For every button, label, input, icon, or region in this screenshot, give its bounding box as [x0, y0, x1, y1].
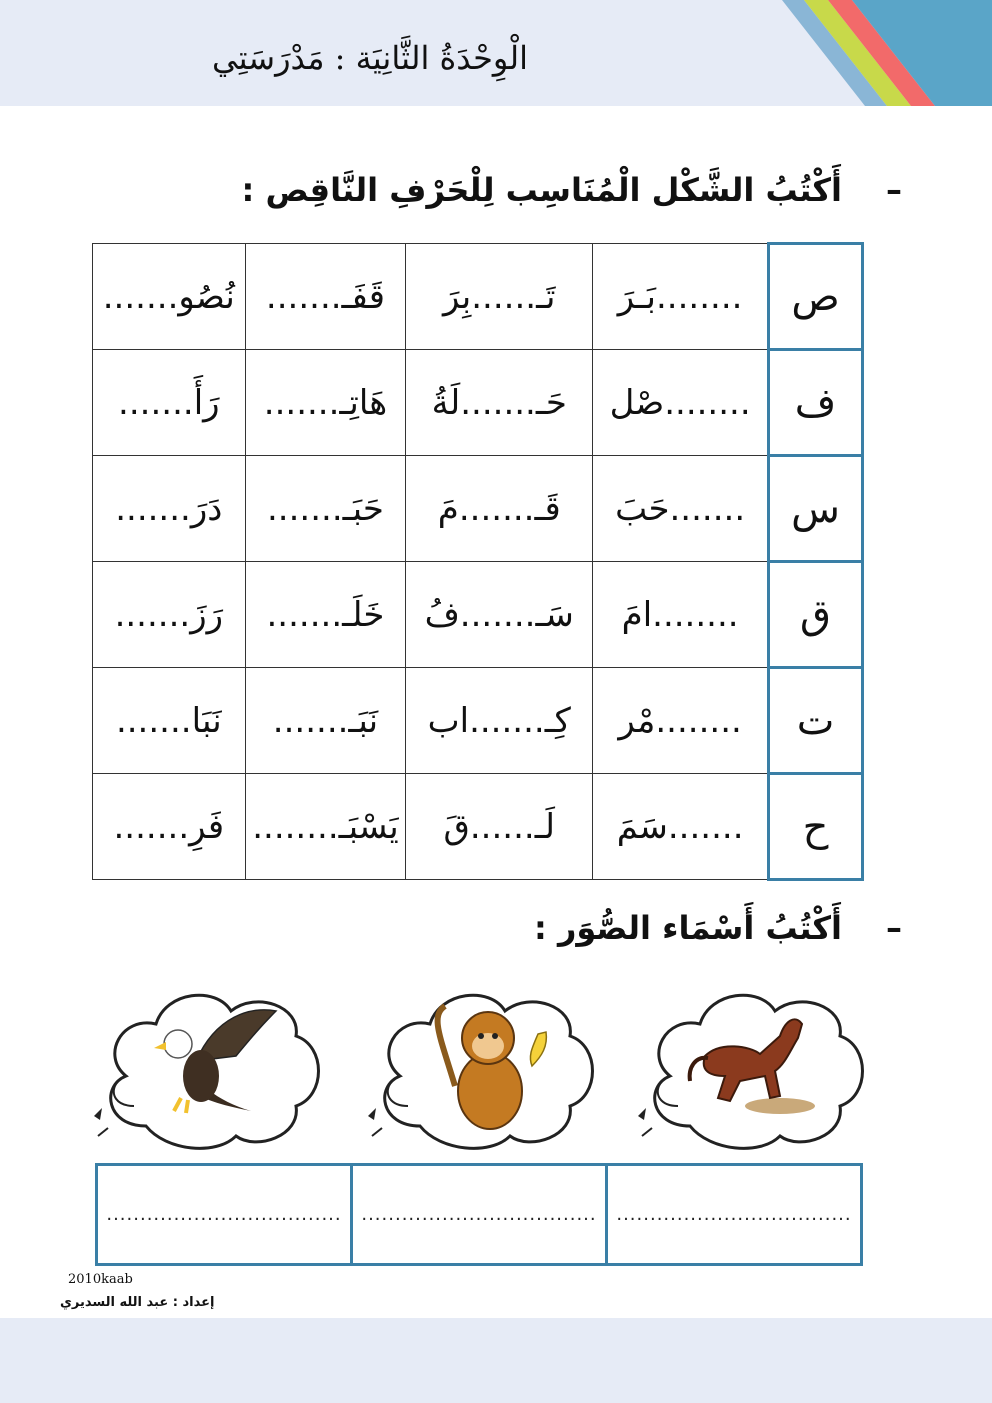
grid-word-cell[interactable]: ........صْل	[593, 350, 769, 456]
grid-word-cell[interactable]: ........مْر	[593, 668, 769, 774]
credit-code: 2010kaab	[68, 1272, 133, 1287]
grid-word-cell[interactable]: رَزَ.......	[93, 562, 246, 668]
answer-table	[95, 1163, 863, 1266]
decorative-stripes	[692, 0, 992, 106]
grid-word-cell[interactable]: .......سَمَ	[593, 774, 769, 880]
grid-word-cell[interactable]: حَبَـ.......	[245, 456, 406, 562]
grid-word-cell[interactable]: لَـ......قَ	[406, 774, 593, 880]
credit-author: إعداد : عبد الله السديري	[60, 1295, 215, 1310]
bullet-dash: –	[886, 909, 902, 947]
grid-word-cell[interactable]: فَرِ.......	[93, 774, 246, 880]
monkey-icon	[360, 976, 610, 1156]
grid-word-cell[interactable]: سَـ.......فُ	[406, 562, 593, 668]
grid-letter-cell: ف	[769, 350, 863, 456]
grid-word-cell[interactable]: نَبَـ.......	[245, 668, 406, 774]
grid-letter-cell: ت	[769, 668, 863, 774]
grid-word-cell[interactable]: ........امَ	[593, 562, 769, 668]
exercise1-instruction-text: أَكْتُبُ الشَّكْل الْمُنَاسِب لِلْحَرْفِ النَّاقِص :	[241, 171, 842, 209]
exercise2-instruction	[142, 900, 902, 956]
grid-row	[93, 774, 863, 880]
exercise2-instruction-text: أَكْتُبُ أَسْمَاء الصُّوَر :	[534, 909, 842, 947]
grid-row	[93, 244, 863, 350]
answer-blank-eagle[interactable]: ...................................	[97, 1165, 352, 1265]
grid-row	[93, 668, 863, 774]
grid-row	[93, 456, 863, 562]
exercise1-instruction	[142, 162, 902, 218]
grid-word-cell[interactable]: قَفَـ.......	[245, 244, 406, 350]
letter-grid	[92, 242, 864, 881]
grid-word-cell[interactable]: نَبَا.......	[93, 668, 246, 774]
eagle-icon	[86, 976, 336, 1156]
grid-word-cell[interactable]: هَاتِـ.......	[245, 350, 406, 456]
page-title: الْوِحْدَةُ الثَّانِيَة : مَدْرَسَتِي	[211, 39, 529, 77]
grid-word-cell[interactable]: يَسْبَـ........	[245, 774, 406, 880]
bullet-dash: –	[886, 171, 902, 209]
grid-word-cell[interactable]: .......حَبَ	[593, 456, 769, 562]
grid-word-cell[interactable]: خَلَـ.......	[245, 562, 406, 668]
grid-word-cell[interactable]: قَـ.......مَ	[406, 456, 593, 562]
footer-band	[0, 1318, 992, 1403]
grid-word-cell[interactable]: رَأَ.......	[93, 350, 246, 456]
grid-letter-cell: ق	[769, 562, 863, 668]
grid-letter-cell: س	[769, 456, 863, 562]
grid-word-cell[interactable]: ........بَـرَ	[593, 244, 769, 350]
grid-letter-cell: ح	[769, 774, 863, 880]
horse-icon	[630, 976, 880, 1156]
grid-word-cell[interactable]: دَرَ.......	[93, 456, 246, 562]
answer-blank-horse[interactable]: ...................................	[607, 1165, 862, 1265]
answer-blank-monkey[interactable]: ...................................	[352, 1165, 607, 1265]
grid-letter-cell: ص	[769, 244, 863, 350]
grid-word-cell[interactable]: حَـ.......لَةُ	[406, 350, 593, 456]
grid-word-cell[interactable]: نُصُو.......	[93, 244, 246, 350]
grid-row	[93, 350, 863, 456]
grid-row	[93, 562, 863, 668]
grid-word-cell[interactable]: كِـ.......اب	[406, 668, 593, 774]
grid-word-cell[interactable]: تَـ......بِرَ	[406, 244, 593, 350]
